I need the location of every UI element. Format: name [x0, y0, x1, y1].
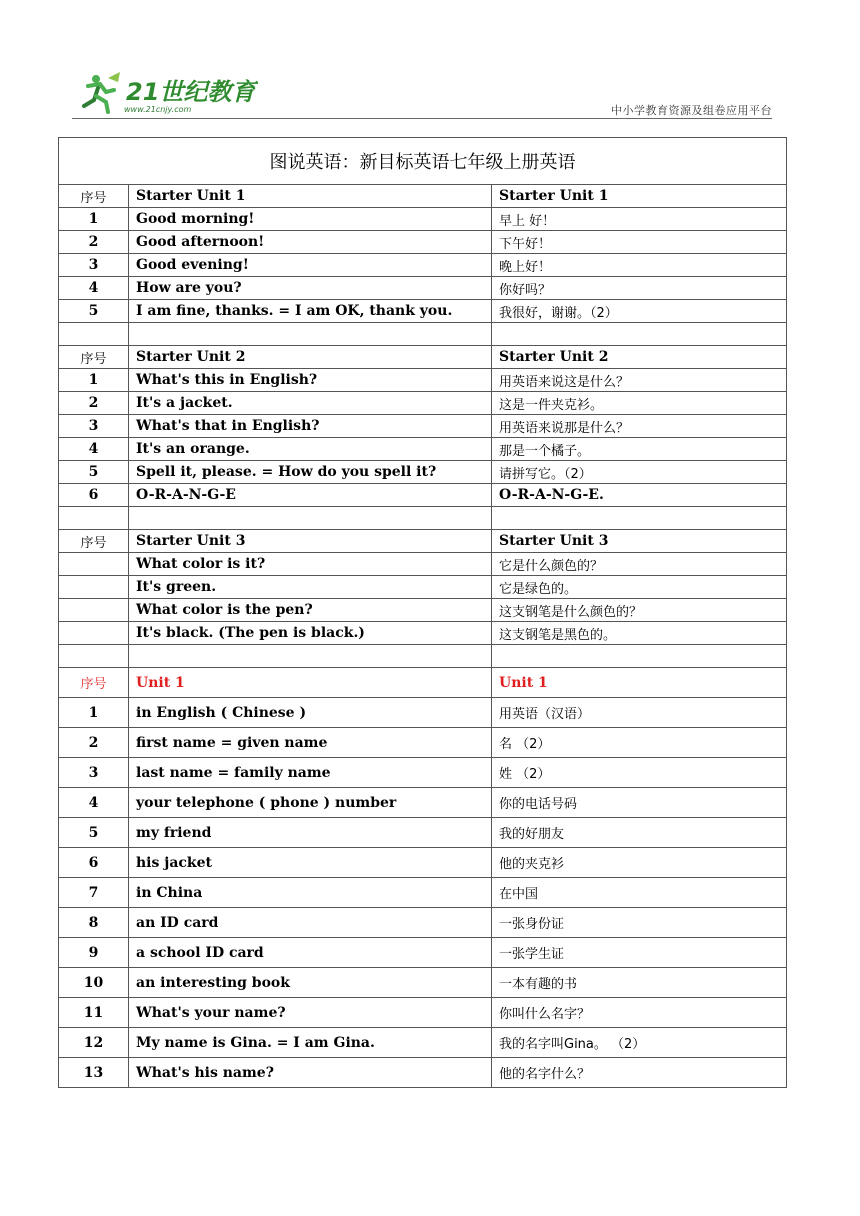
english-phrase: It's black. (The pen is black.) — [129, 622, 492, 645]
english-phrase: What color is the pen? — [129, 599, 492, 622]
table-row — [59, 998, 787, 1028]
chinese-translation: 你叫什么名字？ — [492, 998, 787, 1028]
english-phrase: a school ID card — [129, 938, 492, 968]
chinese-translation: 请拼写它。（2） — [492, 461, 787, 484]
english-phrase: It's a jacket. — [129, 392, 492, 415]
spacer-row — [59, 645, 787, 668]
table-row — [59, 968, 787, 998]
table-row — [59, 484, 787, 507]
english-phrase: Good afternoon! — [129, 231, 492, 254]
table-row — [59, 728, 787, 758]
empty-cell — [59, 507, 129, 530]
english-phrase: Spell it, please. = How do you spell it? — [129, 461, 492, 484]
empty-cell — [129, 323, 492, 346]
empty-cell — [492, 323, 787, 346]
row-index: 1 — [59, 208, 129, 231]
row-index — [59, 553, 129, 576]
empty-cell — [129, 645, 492, 668]
english-phrase: his jacket — [129, 848, 492, 878]
english-phrase: an ID card — [129, 908, 492, 938]
chinese-translation: 早上 好！ — [492, 208, 787, 231]
empty-cell — [59, 323, 129, 346]
chinese-header: Starter Unit 2 — [492, 346, 787, 369]
chinese-header: Starter Unit 1 — [492, 185, 787, 208]
row-index: 13 — [59, 1058, 129, 1088]
row-index: 12 — [59, 1028, 129, 1058]
chinese-translation: 这支钢笔是什么颜色的？ — [492, 599, 787, 622]
chinese-translation: 晚上好！ — [492, 254, 787, 277]
english-phrase: Good evening! — [129, 254, 492, 277]
table-row — [59, 848, 787, 878]
chinese-translation: 他的夹克衫 — [492, 848, 787, 878]
row-index: 7 — [59, 878, 129, 908]
english-phrase: an interesting book — [129, 968, 492, 998]
platform-label: 中小学教育资源及组卷应用平台 — [611, 104, 772, 117]
english-header: Unit 1 — [129, 668, 492, 698]
english-phrase: How are you? — [129, 277, 492, 300]
english-phrase: My name is Gina. = I am Gina. — [129, 1028, 492, 1058]
logo-text: 21世纪教育 — [126, 78, 256, 106]
table-row — [59, 369, 787, 392]
chinese-translation: 名 （2） — [492, 728, 787, 758]
chinese-translation: 一张学生证 — [492, 938, 787, 968]
table-row — [59, 415, 787, 438]
table-row — [59, 392, 787, 415]
row-index: 5 — [59, 818, 129, 848]
row-index: 6 — [59, 848, 129, 878]
table-row — [59, 231, 787, 254]
empty-cell — [492, 507, 787, 530]
table-title: 图说英语：新目标英语七年级上册英语 — [59, 138, 787, 185]
english-phrase: It's green. — [129, 576, 492, 599]
section-header-row — [59, 530, 787, 553]
runner-logo-icon — [78, 70, 258, 116]
table-row — [59, 599, 787, 622]
english-phrase: What's that in English? — [129, 415, 492, 438]
table-row — [59, 461, 787, 484]
row-index: 5 — [59, 300, 129, 323]
row-index: 4 — [59, 788, 129, 818]
index-header: 序号 — [59, 668, 129, 698]
chinese-translation: 用英语来说这是什么？ — [492, 369, 787, 392]
table-row — [59, 254, 787, 277]
table-row — [59, 1028, 787, 1058]
row-index: 5 — [59, 461, 129, 484]
table-row — [59, 622, 787, 645]
page-header — [58, 70, 786, 120]
chinese-translation: 他的名字什么？ — [492, 1058, 787, 1088]
table-row — [59, 758, 787, 788]
empty-cell — [492, 645, 787, 668]
chinese-translation: 在中国 — [492, 878, 787, 908]
chinese-header: Unit 1 — [492, 668, 787, 698]
index-header: 序号 — [59, 530, 129, 553]
row-index: 2 — [59, 728, 129, 758]
chinese-header: Starter Unit 3 — [492, 530, 787, 553]
row-index — [59, 622, 129, 645]
chinese-translation: 它是绿色的。 — [492, 576, 787, 599]
row-index: 1 — [59, 369, 129, 392]
english-phrase: in English ( Chinese ) — [129, 698, 492, 728]
table-row — [59, 908, 787, 938]
row-index: 10 — [59, 968, 129, 998]
english-phrase: first name = given name — [129, 728, 492, 758]
table-row — [59, 576, 787, 599]
english-phrase: What's this in English? — [129, 369, 492, 392]
table-row — [59, 938, 787, 968]
english-phrase: What's his name? — [129, 1058, 492, 1088]
chinese-translation: 下午好！ — [492, 231, 787, 254]
row-index: 1 — [59, 698, 129, 728]
logo-url: www.21cnjy.com — [124, 105, 192, 114]
chinese-translation: 你的电话号码 — [492, 788, 787, 818]
index-header: 序号 — [59, 346, 129, 369]
chinese-translation: 一张身份证 — [492, 908, 787, 938]
spacer-row — [59, 507, 787, 530]
spacer-row — [59, 323, 787, 346]
row-index — [59, 576, 129, 599]
english-header: Starter Unit 1 — [129, 185, 492, 208]
index-header: 序号 — [59, 185, 129, 208]
english-phrase: my friend — [129, 818, 492, 848]
empty-cell — [129, 507, 492, 530]
chinese-translation: 这支钢笔是黑色的。 — [492, 622, 787, 645]
chinese-translation: 用英语来说那是什么？ — [492, 415, 787, 438]
english-phrase: last name = family name — [129, 758, 492, 788]
table-row — [59, 277, 787, 300]
table-row — [59, 788, 787, 818]
english-phrase: in China — [129, 878, 492, 908]
row-index: 3 — [59, 415, 129, 438]
table-row — [59, 1058, 787, 1088]
chinese-translation: 你好吗？ — [492, 277, 787, 300]
empty-cell — [59, 645, 129, 668]
row-index: 3 — [59, 758, 129, 788]
english-phrase: It's an orange. — [129, 438, 492, 461]
vocabulary-table — [58, 137, 787, 1088]
row-index: 4 — [59, 438, 129, 461]
chinese-translation: 一本有趣的书 — [492, 968, 787, 998]
english-phrase: your telephone ( phone ) number — [129, 788, 492, 818]
english-phrase: Good morning! — [129, 208, 492, 231]
row-index: 8 — [59, 908, 129, 938]
english-phrase: I am fine, thanks. = I am OK, thank you. — [129, 300, 492, 323]
row-index: 4 — [59, 277, 129, 300]
english-phrase: O-R-A-N-G-E — [129, 484, 492, 507]
row-index — [59, 599, 129, 622]
row-index: 11 — [59, 998, 129, 1028]
table-row — [59, 698, 787, 728]
section-header-row — [59, 346, 787, 369]
row-index: 2 — [59, 392, 129, 415]
section-header-row — [59, 185, 787, 208]
table-row — [59, 208, 787, 231]
english-phrase: What color is it? — [129, 553, 492, 576]
row-index: 9 — [59, 938, 129, 968]
table-row — [59, 818, 787, 848]
chinese-translation: 它是什么颜色的？ — [492, 553, 787, 576]
chinese-translation: 那是一个橘子。 — [492, 438, 787, 461]
chinese-translation: 用英语（汉语） — [492, 698, 787, 728]
english-header: Starter Unit 3 — [129, 530, 492, 553]
table-title-row — [59, 138, 787, 185]
logo — [78, 70, 258, 116]
chinese-translation: O-R-A-N-G-E. — [492, 484, 787, 507]
table-row — [59, 878, 787, 908]
chinese-translation: 我的名字叫Gina。 （2） — [492, 1028, 787, 1058]
english-header: Starter Unit 2 — [129, 346, 492, 369]
english-phrase: What's your name? — [129, 998, 492, 1028]
chinese-translation: 这是一件夹克衫。 — [492, 392, 787, 415]
table-row — [59, 438, 787, 461]
chinese-translation: 姓 （2） — [492, 758, 787, 788]
row-index: 6 — [59, 484, 129, 507]
header-divider — [72, 118, 772, 119]
table-row — [59, 300, 787, 323]
row-index: 2 — [59, 231, 129, 254]
chinese-translation: 我的好朋友 — [492, 818, 787, 848]
table-row — [59, 553, 787, 576]
section-header-row — [59, 668, 787, 698]
chinese-translation: 我很好，谢谢。（2） — [492, 300, 787, 323]
row-index: 3 — [59, 254, 129, 277]
